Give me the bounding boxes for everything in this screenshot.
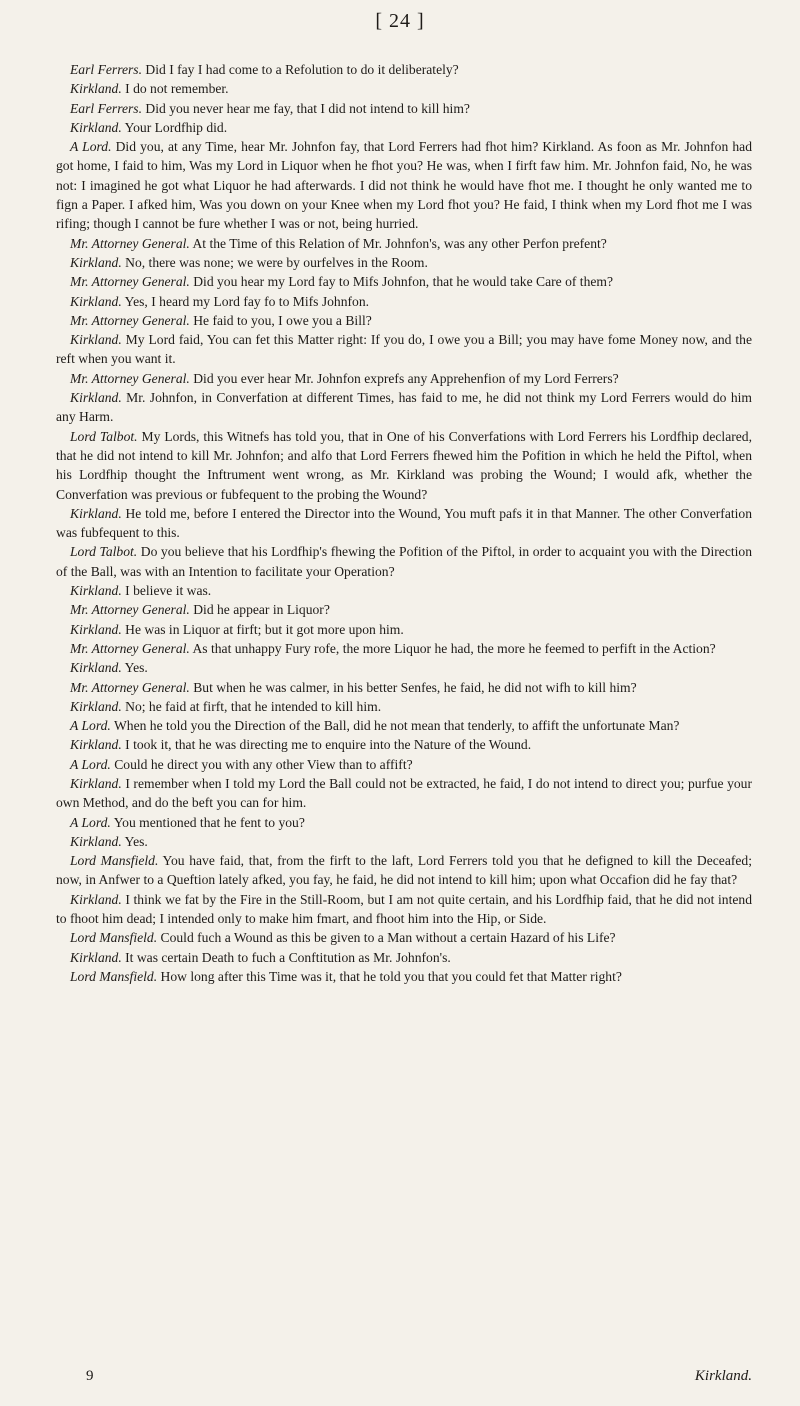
speaker-name: Kirkland. <box>70 891 122 907</box>
utterance-text: Did you, at any Time, hear Mr. Johnfon fay, that Lord Ferrers had fhot him? Kirkland. As foon as Mr. Johnfon had got home, I faid to him, Was my Lord in Liquor when he fhot you? He was, when I firft faw him. Mr. Johnfon faid, No, he was not: I imagined he got what Liquor he had afterwards. I did not think he would have fhot me. I thought he only wanted me to fign a Paper. I afked him, Was you down on your Knee when my Lord fhot you? He faid, I think when my Lord fhot me I was rifing; though I cannot be fure whether I was or not, being hurried. <box>56 139 752 232</box>
utterance-text: Mr. Johnfon, in Converfation at different Times, has faid to me, he did not think my Lord Ferrers would do him any Harm. <box>56 390 752 425</box>
utterance-text: Yes, I heard my Lord fay fo to Mifs Johnfon. <box>124 293 370 309</box>
utterance-text: How long after this Time was it, that he told you that you could fet that Matter right? <box>160 968 622 984</box>
dialogue-paragraph <box>56 292 752 311</box>
catchword: Kirkland. <box>694 1368 752 1384</box>
dialogue-paragraph <box>56 99 752 118</box>
dialogue-paragraph <box>56 600 752 619</box>
speaker-name: Kirkland. <box>70 254 122 270</box>
dialogue-paragraph <box>56 369 752 388</box>
dialogue-paragraph <box>56 774 752 813</box>
utterance-text: When he told you the Direction of the Ball, did he not mean that tenderly, to affift the unfortunate Man? <box>113 718 680 734</box>
dialogue-paragraph <box>56 137 752 233</box>
utterance-text: But when he was calmer, in his better Senfes, he faid, he did not wifh to kill him? <box>193 679 637 695</box>
dialogue-paragraph <box>56 620 752 639</box>
dialogue-paragraph <box>56 813 752 832</box>
speaker-name: Lord Mansfield. <box>70 968 158 984</box>
utterance-text: He faid to you, I owe you a Bill? <box>193 312 372 328</box>
speaker-name: Kirkland. <box>70 698 122 714</box>
dialogue-paragraph <box>56 79 752 98</box>
page-number: [ 24 ] <box>375 10 425 32</box>
utterance-text: No, there was none; we were by ourfelves in the Room. <box>125 254 428 270</box>
dialogue-paragraph <box>56 735 752 754</box>
speaker-name: A Lord. <box>70 718 111 734</box>
utterance-text: He told me, before I entered the Director into the Wound, You muft pafs it in that Manner. The other Converfation was fubfequent to this. <box>56 505 752 541</box>
utterance-text: Do you believe that his Lordfhip's fhewing the Pofition of the Piftol, in order to acquaint you with the Direction of the Ball, was with an Intention to facilitate your Operation? <box>56 544 752 579</box>
utterance-text: Your Lordfhip did. <box>124 119 228 135</box>
dialogue-paragraph <box>56 678 752 697</box>
utterance-text: Yes. <box>124 833 148 849</box>
speaker-name: Kirkland. <box>70 505 122 521</box>
dialogue-paragraph <box>56 542 752 581</box>
utterance-text: Did I fay I had come to a Refolution to do it deliberately? <box>145 62 459 77</box>
speaker-name: Mr. Attorney General. <box>70 679 190 695</box>
utterance-text: Could fuch a Wound as this be given to a Man without a certain Hazard of his Life? <box>160 930 616 946</box>
speaker-name: Kirkland. <box>70 119 122 135</box>
speaker-name: A Lord. <box>70 814 111 830</box>
utterance-text: He was in Liquor at firft; but it got more upon him. <box>125 621 404 637</box>
utterance-text: No; he faid at firft, that he intended to kill him. <box>125 698 382 714</box>
dialogue-paragraph <box>56 948 752 967</box>
speaker-name: Kirkland. <box>70 949 122 965</box>
speaker-name: A Lord. <box>70 756 111 772</box>
utterance-text: You have faid, that, from the firft to the laft, Lord Ferrers told you that he defigned to kill the Deceafed; now, in Anfwer to a Queftion lately afked, you fay, he faid, he did not intend to kill him; upon what Occafion did he fay that? <box>56 853 752 888</box>
speaker-name: Mr. Attorney General. <box>70 370 190 386</box>
speaker-name: Kirkland. <box>70 737 122 753</box>
utterance-text: I believe it was. <box>125 583 212 599</box>
dialogue-paragraph <box>56 427 752 504</box>
speaker-name: Kirkland. <box>70 775 122 791</box>
transcript-body <box>56 60 752 986</box>
dialogue-paragraph <box>56 928 752 947</box>
dialogue-paragraph <box>56 851 752 890</box>
speaker-name: Earl Ferrers. <box>70 62 142 77</box>
speaker-name: Lord Mansfield. <box>70 853 159 869</box>
utterance-text: Did you ever hear Mr. Johnfon exprefs any Apprehenfion of my Lord Ferrers? <box>193 370 619 386</box>
speaker-name: Lord Mansfield. <box>70 930 158 946</box>
dialogue-paragraph <box>56 272 752 291</box>
signature-mark: 9 <box>86 1368 94 1384</box>
speaker-name: Kirkland. <box>70 583 122 599</box>
utterance-text: My Lords, this Witnefs has told you, that in One of his Converfations with Lord Ferrers his Lordfhip declared, that he did not intend to kill Mr. Johnfon; and alfo that Lord Ferrers fhewed him the Pofition in which he held the Piftol, when his Lordfhip thought the Inftrument went wrong, as Mr. Kirkland was probing the Wound; I would afk, whether the Converfation was previous or fubfequent to the probing the Wound? <box>56 428 752 502</box>
utterance-text: Did you hear my Lord fay to Mifs Johnfon, that he would take Care of them? <box>193 274 614 290</box>
speaker-name: Mr. Attorney General. <box>70 312 190 328</box>
dialogue-paragraph <box>56 253 752 272</box>
dialogue-paragraph <box>56 658 752 677</box>
speaker-name: Lord Talbot. <box>70 428 138 444</box>
speaker-name: Lord Talbot. <box>70 544 138 560</box>
utterance-text: My Lord faid, You can fet this Matter right: If you do, I owe you a Bill; you may have fome Money now, and the reft when you want it. <box>56 332 752 367</box>
speaker-name: Earl Ferrers. <box>70 100 142 116</box>
utterance-text: Could he direct you with any other View than to affift? <box>114 756 413 772</box>
utterance-text: Did you never hear me fay, that I did not intend to kill him? <box>145 100 470 116</box>
utterance-text: I took it, that he was directing me to enquire into the Nature of the Wound. <box>125 737 532 753</box>
speaker-name: Kirkland. <box>70 833 122 849</box>
utterance-text: Did he appear in Liquor? <box>193 602 330 618</box>
utterance-text: I remember when I told my Lord the Ball could not be extracted, he faid, I do not intend to direct you; purfue your own Method, and do the beft you can for him. <box>56 775 752 811</box>
speaker-name: Mr. Attorney General. <box>70 640 190 656</box>
dialogue-paragraph <box>56 118 752 137</box>
dialogue-paragraph <box>56 60 752 79</box>
utterance-text: I do not remember. <box>125 81 229 97</box>
utterance-text: I think we fat by the Fire in the Still-Room, but I am not quite certain, and his Lordfhip faid, that he did not intend to fhoot him dead; I intended only to make him fmart, and fhoot him into the Hip, or Side. <box>56 891 752 927</box>
speaker-name: Kirkland. <box>70 81 122 97</box>
dialogue-paragraph <box>56 234 752 253</box>
dialogue-paragraph <box>56 311 752 330</box>
dialogue-paragraph <box>56 832 752 851</box>
utterance-text: At the Time of this Relation of Mr. Johnfon's, was any other Perfon prefent? <box>192 235 607 251</box>
dialogue-paragraph <box>56 504 752 543</box>
speaker-name: Mr. Attorney General. <box>70 274 190 290</box>
speaker-name: A Lord. <box>70 139 112 155</box>
utterance-text: Yes. <box>124 660 148 676</box>
dialogue-paragraph <box>56 581 752 600</box>
utterance-text: As that unhappy Fury rofe, the more Liquor he had, the more he feemed to perfift in the Action? <box>192 640 716 656</box>
speaker-name: Kirkland. <box>70 660 122 676</box>
dialogue-paragraph <box>56 716 752 735</box>
dialogue-paragraph <box>56 967 752 986</box>
dialogue-paragraph <box>56 697 752 716</box>
utterance-text: You mentioned that he fent to you? <box>113 814 305 830</box>
dialogue-paragraph <box>56 890 752 929</box>
dialogue-paragraph <box>56 330 752 369</box>
dialogue-paragraph <box>56 388 752 427</box>
speaker-name: Mr. Attorney General. <box>70 602 190 618</box>
dialogue-paragraph <box>56 639 752 658</box>
speaker-name: Mr. Attorney General. <box>70 235 190 251</box>
speaker-name: Kirkland. <box>70 332 122 348</box>
speaker-name: Kirkland. <box>70 621 122 637</box>
dialogue-paragraph <box>56 755 752 774</box>
speaker-name: Kirkland. <box>70 293 122 309</box>
speaker-name: Kirkland. <box>70 390 122 406</box>
utterance-text: It was certain Death to fuch a Conftitution as Mr. Johnfon's. <box>125 949 451 965</box>
